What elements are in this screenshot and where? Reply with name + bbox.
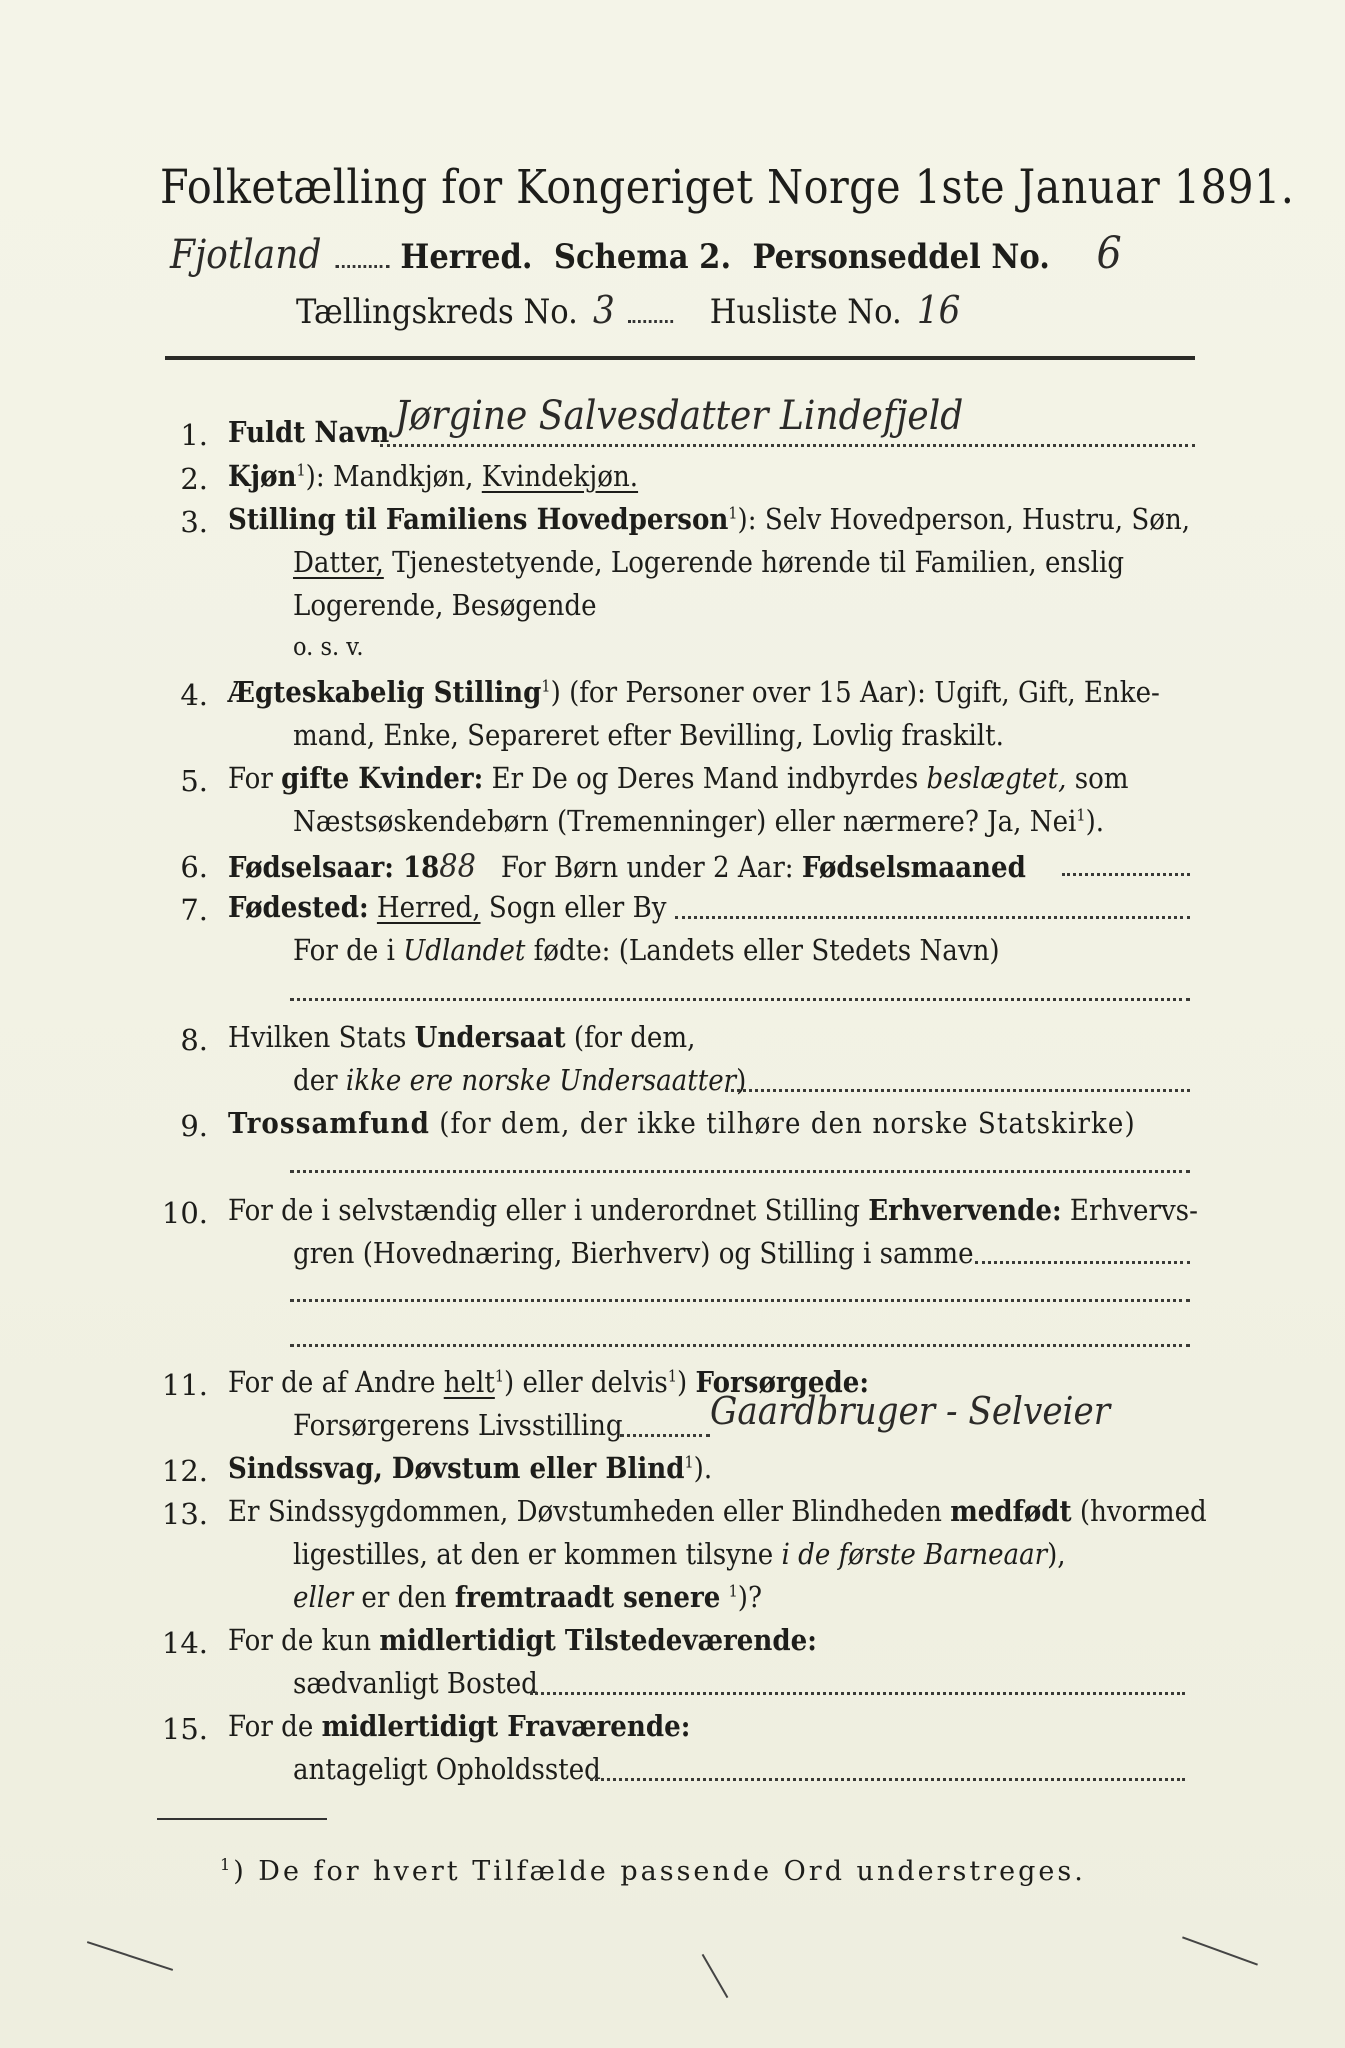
item-number: 9.	[180, 1109, 208, 1143]
item-number: 15.	[161, 1712, 208, 1746]
q6-answer-line	[1062, 873, 1190, 876]
q9-answer-line	[290, 1170, 1190, 1173]
q11-text-line1: For de af Andre helt$^1$) eller delvis$^1$) Forsørgede:	[228, 1365, 869, 1399]
q1-answer-line	[380, 444, 1195, 447]
q10-text-line2: gren (Hovednæring, Bierhverv) og Stilling i samme	[293, 1236, 974, 1270]
footnote-divider	[157, 1818, 327, 1820]
herred-schema-line	[170, 228, 1122, 279]
q15-answer-line	[590, 1778, 1185, 1781]
item-number: 4.	[180, 678, 208, 712]
q3-text-line3: Logerende, Besøgende	[293, 588, 597, 622]
q8-answer-line	[725, 1089, 1190, 1092]
q11-text-line2: Forsørgerens Livsstilling	[293, 1408, 623, 1442]
schema-label: Schema 2.	[553, 237, 732, 277]
item-number: 11.	[161, 1368, 208, 1402]
footnote: $^1$) De for hvert Tilfælde passende Ord understreges.	[220, 1855, 1086, 1887]
husliste-label: Husliste No.	[709, 292, 902, 332]
herred-name: Fjotland	[170, 232, 322, 278]
item-number: 14.	[161, 1626, 208, 1660]
q1-handwritten-name: Jørgine Salvesdatter Lindefjeld	[395, 393, 964, 439]
q3-text-line2: Datter, Tjenestetyende, Logerende hørende til Familien, enslig	[293, 545, 1125, 579]
item-number: 2.	[180, 462, 208, 496]
item-number: 5.	[180, 764, 208, 798]
q13-text-line1: Er Sindssygdommen, Døvstumheden eller Blindheden medfødt (hvormed	[228, 1494, 1207, 1528]
q14-text-line1: For de kun midlertidigt Tilstedeværende:	[228, 1623, 817, 1657]
q4-text-line2: mand, Enke, Separeret efter Bevilling, Lovlig fraskilt.	[293, 718, 1004, 752]
q3-text-line4: o. s. v.	[293, 632, 364, 661]
kreds-label: Tællingskreds No.	[296, 292, 578, 332]
header-divider	[165, 356, 1195, 360]
q7-answer-line	[675, 916, 1190, 919]
q10-answer-line2	[290, 1299, 1190, 1302]
q10-answer-line1	[975, 1261, 1190, 1264]
kreds-husliste-line	[296, 288, 960, 332]
scan-mark	[87, 1941, 173, 1971]
item-number: 10.	[161, 1196, 208, 1230]
q4-text-line1: Ægteskabelig Stilling$^1$) (for Personer over 15 Aar): Ugift, Gift, Enke-	[228, 675, 1160, 709]
q9-text: Trossamfund (for dem, der ikke tilhøre den norske Statskirke)	[228, 1106, 1136, 1140]
q7-text-line1: Fødested: Herred, Sogn eller By	[228, 890, 667, 924]
q3-text-line1: Stilling til Familiens Hovedperson$^1$): Selv Hovedperson, Hustru, Søn,	[228, 502, 1191, 536]
item-number: 12.	[161, 1454, 208, 1488]
personseddel-label: Personseddel No.	[752, 237, 1050, 277]
q7-text-line2: For de i Udlandet fødte: (Landets eller Stedets Navn)	[293, 933, 1000, 967]
q15-text-line2: antageligt Opholdssted	[293, 1752, 601, 1786]
item-number: 6.	[180, 850, 208, 884]
item-number: 8.	[180, 1023, 208, 1057]
herred-label: Herred.	[400, 237, 533, 277]
q8-text-line2: der ikke ere norske Undersaatter)	[293, 1063, 747, 1097]
q2-text: Kjøn$^1$): Mandkjøn, Kvindekjøn.	[228, 459, 639, 493]
scan-mark	[1182, 1936, 1258, 1965]
item-number: 3.	[180, 505, 208, 539]
item-number: 13.	[161, 1497, 208, 1531]
q13-text-line3: eller er den fremtraadt senere $^1$)?	[293, 1580, 762, 1614]
q10-answer-line3	[290, 1344, 1190, 1347]
q14-answer-line	[530, 1692, 1185, 1695]
scan-mark	[702, 1954, 729, 1998]
husliste-number: 16	[916, 288, 961, 332]
q8-text-line1: Hvilken Stats Undersaat (for dem,	[228, 1020, 696, 1054]
q6-text: Fødselsaar: 1888 For Børn under 2 Aar: Fødselsmaaned	[228, 847, 1026, 885]
q7-foreign-line	[290, 998, 1190, 1001]
q5-text-line1: For gifte Kvinder: Er De og Deres Mand indbyrdes beslægtet, som	[228, 761, 1129, 795]
kreds-number: 3	[592, 288, 615, 332]
q15-text-line1: For de midlertidigt Fraværende:	[228, 1709, 691, 1743]
item-number: 1.	[180, 418, 208, 452]
item-number: 7.	[180, 893, 208, 927]
q10-text-line1: For de i selvstændig eller i underordnet Stilling Erhvervende: Erhvervs-	[228, 1193, 1198, 1227]
q11-answer-line	[620, 1434, 710, 1437]
q14-text-line2: sædvanligt Bosted	[293, 1666, 538, 1700]
q11-handwritten-occupation: Gaardbruger - Selveier	[710, 1389, 1111, 1433]
q13-text-line2: ligestilles, at den er kommen tilsyne i de første Barneaar),	[293, 1537, 1066, 1571]
q1-label: Fuldt Navn	[228, 415, 390, 449]
q12-text: Sindssvag, Døvstum eller Blind$^1$).	[228, 1451, 713, 1485]
q5-text-line2: Næstsøskendebørn (Tremenninger) eller nærmere? Ja, Nei$^1$).	[293, 804, 1105, 838]
personseddel-number: 6	[1096, 228, 1122, 279]
form-title: Folketælling for Kongeriget Norge 1ste Januar 1891.	[160, 160, 1295, 215]
